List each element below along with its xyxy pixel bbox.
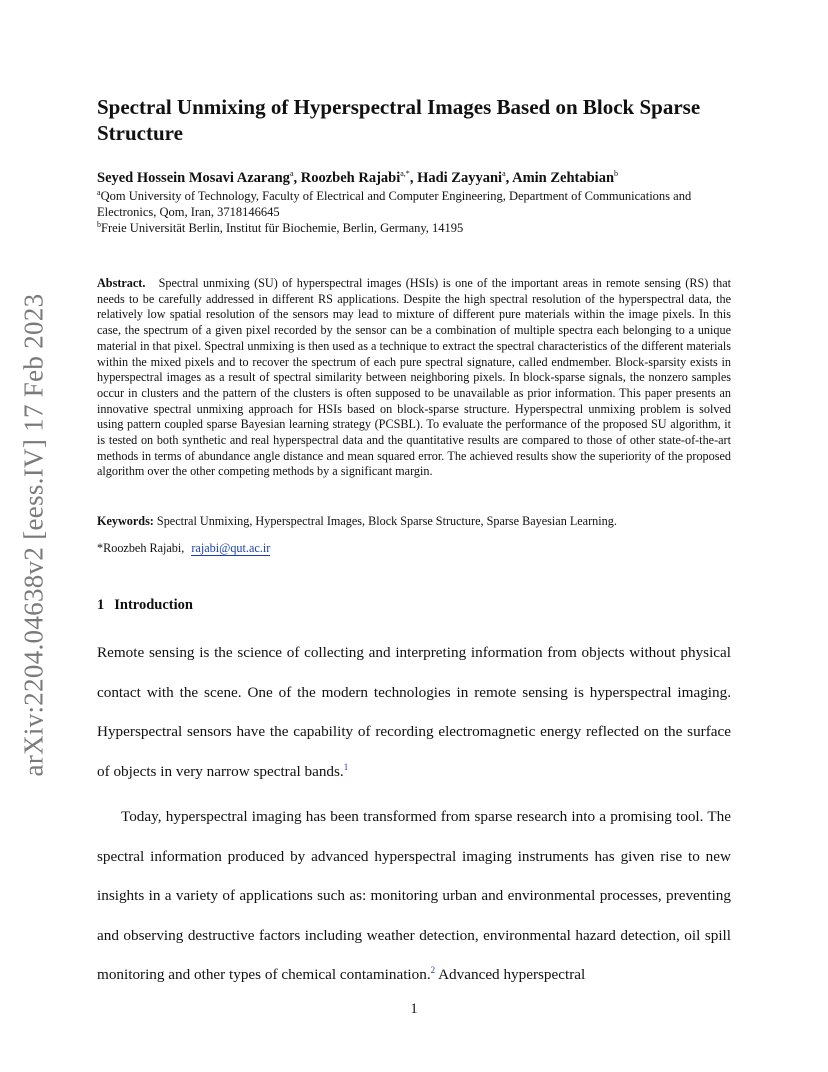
author-name: Roozbeh Rajabi <box>300 170 401 186</box>
affiliation-text: Freie Universität Berlin, Institut für Biochemie, Berlin, Germany, 14195 <box>101 221 464 235</box>
author-name: Amin Zehtabian <box>512 170 615 186</box>
affiliation-a <box>97 188 731 220</box>
paragraph-text-continued: Advanced hyperspectral <box>435 966 586 983</box>
abstract-text: Spectral unmixing (SU) of hyperspectral images (HSIs) is one of the important areas in remote sensing (RS) that needs to be carefully addressed in different RS applications. Despite the high spectral resolution of the hyperspectral data, the relatively low spatial resolution of the sensors may lead to mixture of different pure materials within the image pixels. In this case, the spectrum of a given pixel recorded by the sensor can be a combination of multiple spectra each belonging to a unique material in that pixel. Spectral unmixing is then used as a technique to extract the spectral characteristics of the different materials within the mixed pixels and to recover the spectrum of each pure spectral signature, called endmember. Block-sparsity exists in hyperspectral images as a result of spectral similarity between neighboring pixels. In block-sparse signals, the nonzero samples occur in clusters and the pattern of the clusters is often supposed to be unavailable as prior information. This paper presents an innovative spectral unmixing approach for HSIs based on block-sparse structure. Hyperspectral unmixing problem is solved using pattern coupled sparse Bayesian learning strategy (PCSBL). To evaluate the performance of the proposed SU algorithm, it is tested on both synthetic and real hyperspectral data and the quantitative results are compared to those of other state-of-the-art methods in terms of abundance angle distance and mean squared error. The achieved results show the superiority of the proposed algorithm over the other competing methods by a significant margin. <box>97 276 732 479</box>
author-affiliation-mark: a <box>502 169 506 179</box>
affiliation-b <box>97 220 731 236</box>
paragraph-text: Remote sensing is the science of collecting and interpreting information from objects without physical contact with the scene. One of the modern technologies in remote sensing is hyperspectral imaging. Hyperspectral sensors have the capability of recording electromagnetic energy reflected on the surface of objects in very narrow spectral bands. <box>97 644 731 780</box>
keywords-label: Keywords: <box>97 514 154 528</box>
author-affiliation-mark: b <box>614 169 619 179</box>
page-number: 1 <box>410 1001 418 1017</box>
affiliation-text: Qom University of Technology, Faculty of Electrical and Computer Engineering, Department of Communications and Electronics, Qom, Iran, 3718146645 <box>97 189 692 219</box>
author-name: Seyed Hossein Mosavi Azarang <box>97 170 290 186</box>
author-list: Seyed Hossein Mosavi Azarang$^a$, Roozbeh Rajabi$^{a,*}$, Hadi Zayyani$^a$, Amin Zehtabian$^b$ <box>97 169 619 186</box>
affiliation-mark: b <box>97 219 101 229</box>
author-affiliation-mark: a,* <box>400 169 410 179</box>
section-number: 1 <box>97 597 105 613</box>
keywords-text: Spectral Unmixing, Hyperspectral Images, Block Sparse Structure, Sparse Bayesian Learning. <box>156 514 617 528</box>
corresponding-email-link[interactable]: rajabi@qut.ac.ir <box>191 541 271 555</box>
paper-title: Spectral Unmixing of Hyperspectral Images Based on Block Sparse Structure <box>97 95 701 145</box>
abstract-label: Abstract. <box>97 276 146 290</box>
citation-link[interactable]: 1 <box>343 761 349 772</box>
citation-link[interactable]: 2 <box>430 964 436 975</box>
keywords <box>97 514 731 529</box>
intro-paragraph-1 <box>97 633 731 791</box>
arxiv-sidebar <box>14 285 54 785</box>
section-heading <box>97 597 193 614</box>
affiliation-mark: a <box>97 187 101 197</box>
corresponding-label: *Roozbeh Rajabi, <box>97 541 185 555</box>
intro-paragraph-2 <box>97 797 731 995</box>
corresponding-author <box>97 541 270 556</box>
author-name: Hadi Zayyani <box>417 170 503 186</box>
paragraph-text: Today, hyperspectral imaging has been transformed from sparse research into a promising tool. The spectral information produced by advanced hyperspectral imaging instruments has given rise to new insights in a variety of applications such as: monitoring urban and environmental processes, preventing and observing destructive factors including weather detection, environmental hazard detection, oil spill monitoring and other types of chemical contamination. <box>97 808 731 983</box>
author-affiliation-mark: a <box>289 169 294 179</box>
arxiv-identifier: arXiv:2204.04638v2 [eess.IV] 17 Feb 2023 <box>18 293 49 777</box>
section-title: Introduction <box>114 597 193 613</box>
abstract <box>97 276 731 480</box>
